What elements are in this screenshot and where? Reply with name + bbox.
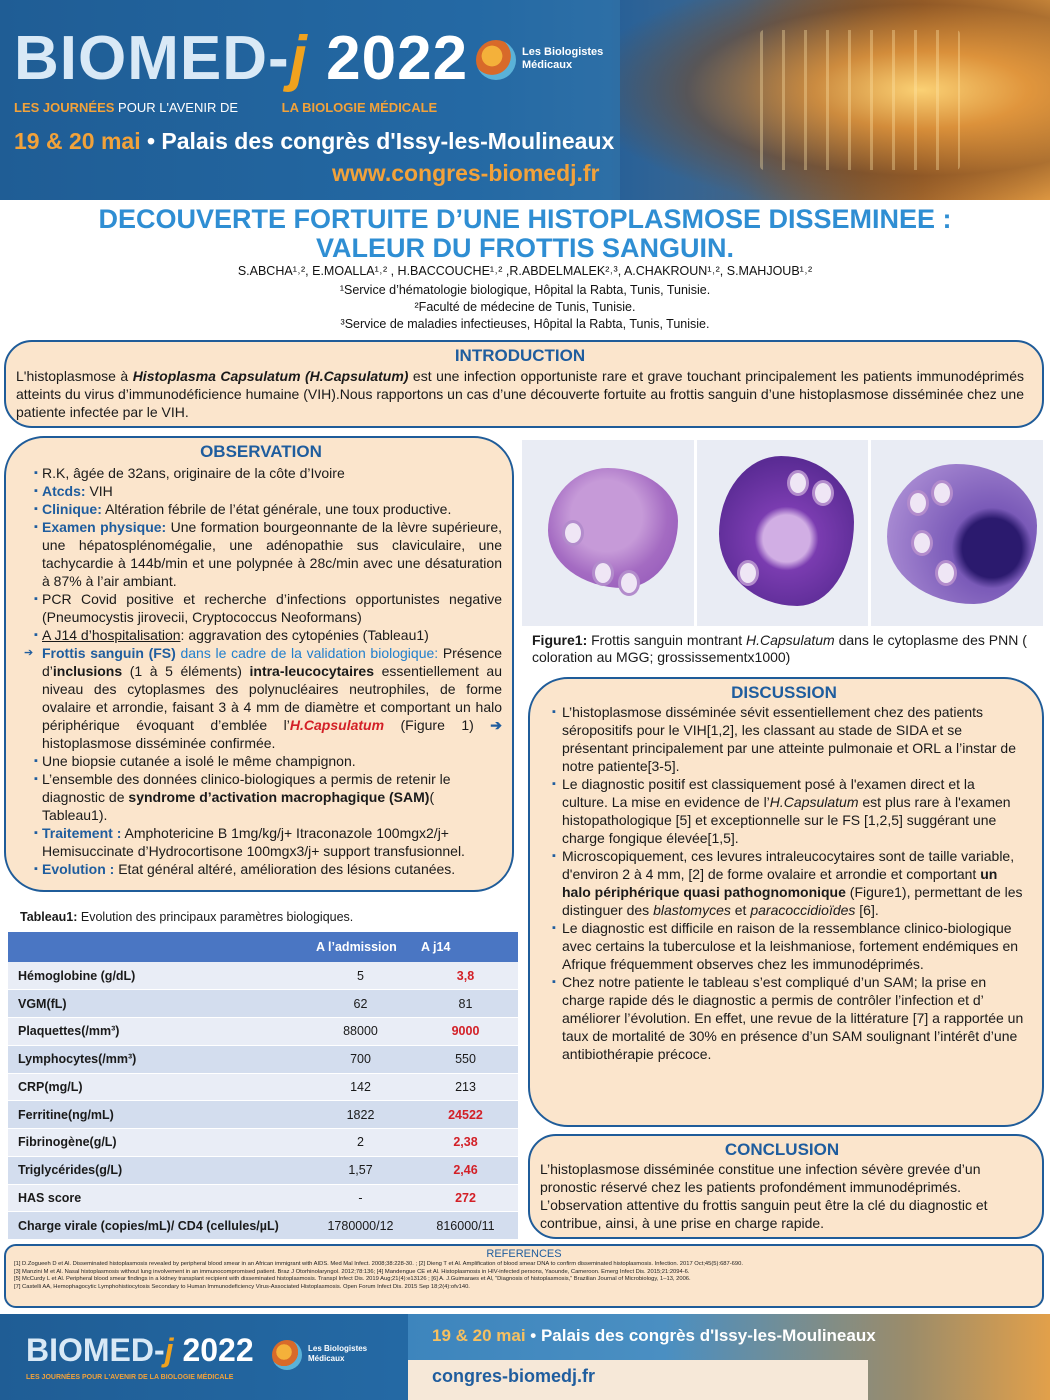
reference-item: [5] McCurdy L et Al. Peripheral blood smear findings in a kidney transplant recipient with disseminated histoplasmosis. Transpl Infect Dis. 2019 Aug;21(4):e13126 ; [6] A. J.Guimaraes et Al, “Diagnosis of histoplasmosis,” Brazilian Journal of Microbiology, 1–13, 2006. [14,1276,691,1283]
figure-caption [532,632,1032,666]
conclusion-heading: CONCLUSION [724,1140,840,1159]
text-run: ( Tableau1). [42,789,435,823]
micrograph-3 [871,440,1043,626]
column-header-j14: A j14 [413,932,518,962]
cell-admission: 1822 [308,1101,413,1129]
cell-parameter: Ferritine(ng/mL) [8,1101,308,1129]
observation-section [4,436,514,892]
footer-biomedj-logo [26,1332,254,1369]
arrow-right-icon: ➔ [490,717,502,733]
cell-parameter: Charge virale (copies/mL)/ CD4 (cellules/µL) [8,1212,308,1240]
text-run: dans le cadre de la validation biologique: [175,645,439,661]
infected-neutrophil [719,456,854,606]
bullet-icon: ▪ [552,706,556,718]
cell-admission: 700 [308,1045,413,1073]
footer-partner-logo [272,1338,392,1372]
cell-parameter: Lymphocytes(/mm³) [8,1045,308,1073]
micrograph-1 [522,440,694,626]
logo-year: 2022 [326,24,469,93]
footer-tagline: LES JOURNÉES POUR L'AVENIR DE LA BIOLOGIE MÉDICALE [26,1374,234,1381]
text-run: Chez notre patiente le tableau s’est compliqué d’un SAM; la prise en charge rapide dés le diagnostic a permis de contrôler l’infection et d’ améliorer l’évolution. En effet, une revue de la littérature [7] a rapportée un taux de mortalité de 30% en présence d’un SAM soulignant l’intérêt d’une antibiothérapie précoce. [562,974,1024,1062]
micrograph-2 [697,440,869,626]
footer-dates [432,1326,876,1346]
caption-label: Figure1: [532,632,588,648]
list-item [544,919,1024,973]
venue-text: • Palais des congrès d'Issy-les-Moulineaux [140,128,615,154]
text-run: PCR Covid positive et recherche d’infections opportunistes negative (Pneumocystis jirovecii, Cryptococcus Neoformans) [42,591,502,625]
dates-text: 19 & 20 mai [432,1326,526,1345]
bullet-icon: ▪ [552,850,556,862]
yeast-inclusion [787,470,809,496]
text-run: dans le cytoplasme des PNN ( coloration au MGG; grossissementx1000) [532,632,1027,665]
introduction-heading: INTRODUCTION [454,346,586,365]
cell-parameter: Plaquettes(/mm³) [8,1018,308,1046]
yeast-inclusion [592,560,614,586]
logo-slash: j [164,1332,174,1368]
footer-banner [0,1314,1050,1400]
observation-heading: OBSERVATION [200,442,322,461]
bullet-icon: ▪ [34,485,38,497]
poster-title-line2: VALEUR DU FROTTIS SANGUIN. [316,233,734,263]
text-run: H.Capsulatum [769,794,859,810]
item-label: Clinique: [42,501,102,517]
text-run: un halo périphérique quasi pathognomonique [562,866,998,900]
bullet-icon: ▪ [34,521,38,533]
list-item [20,860,502,878]
caption-label: Tableau1: [20,910,78,924]
observation-list [20,464,502,878]
header-website-link[interactable]: www.congres-biomedj.fr [332,160,600,186]
list-item [544,775,1024,847]
cell-admission: 5 [308,962,413,990]
text-run: L'histoplasmose à [16,368,133,384]
discussion-list [544,703,1024,1063]
cell-admission: 142 [308,1073,413,1101]
table-row [8,1129,518,1157]
text-run: Altération fébrile de l’état générale, une toux productive. [101,501,452,517]
cell-j14: 9000 [413,1018,518,1046]
text-run: L’ensemble des données clinico-biologiques a permis de retenir le diagnostic de [42,771,451,805]
bullet-icon: ▪ [552,976,556,988]
item-label: Traitement : [42,825,122,841]
text-run: Une formation bourgeonnante de la lèvre supérieure, une hépatosplénomégalie, une adénopathie sus claviculaire, une tachycardie à 144b/min et une polypnée à 28c/min avec une désaturation à 87% à l’air ambiant. [42,519,502,589]
yeast-inclusion [812,480,834,506]
cell-admission: 1780000/12 [308,1212,413,1240]
figure-micrographs [522,440,1043,626]
bullet-icon: ▪ [552,922,556,934]
text-run: Le diagnostic est difficile en raison de la ressemblance clinico-biologique avec certains la tuberculose et la leishmaniose, fortement endémiques en Afrique fréquemment observes chez les immunodéprimés. [562,920,1019,972]
text-run: syndrome d’activation macrophagique (SAM) [128,789,430,805]
text-run: Evolution des principaux paramètres biologiques. [77,910,354,924]
tagline-part: LA BIOLOGIE MÉDICALE [281,100,438,115]
references-section [4,1244,1044,1308]
cell-j14: 81 [413,990,518,1018]
table-row [8,1101,518,1129]
cell-parameter: VGM(fL) [8,990,308,1018]
partner-logo-icon [476,40,516,80]
bullet-icon: ▪ [34,827,38,839]
list-item [20,482,502,500]
reference-item: [3] Manzini M et Al. Nasal histoplasmosis without lung involvement in an immunocompromised patient. Braz J Otorhinolaryngol. 2012;78:136; [4] Mandengue CE et Al. Histoplasmosis in HIV-infected persons, Yaounde, Cameroon. Emerg Infect Dis. 2015;21:2094-6. [14,1268,690,1275]
text-run: A J14 d’hospitalisation [42,627,181,643]
table-row [8,1073,518,1101]
list-item [20,770,502,824]
partner-name: Les Biologistes Médicaux [308,1344,368,1363]
item-label: Evolution : [42,861,115,877]
cell-admission: 88000 [308,1018,413,1046]
infected-neutrophil [887,464,1037,604]
bullet-icon: ▪ [34,503,38,515]
list-item [20,464,502,482]
text-run: et [730,902,751,918]
item-label: Atcds: [42,483,86,499]
text-run: intra-leucocytaires [249,663,374,679]
table-row [8,1018,518,1046]
cell-j14: 24522 [413,1101,518,1129]
header-tagline [14,100,437,115]
cell-parameter: CRP(mg/L) [8,1073,308,1101]
table-caption [20,910,353,924]
table-row [8,1045,518,1073]
bullet-icon: ▪ [34,593,38,605]
dates-text: 19 & 20 mai [14,128,141,154]
footer-website-link[interactable]: congres-biomedj.fr [432,1366,596,1386]
cell-admission: - [308,1184,413,1212]
list-item [20,518,502,590]
text-run: Présence d’ [42,645,502,679]
tagline-part: POUR L'AVENIR DE [118,100,239,115]
cell-j14: 2,38 [413,1129,518,1157]
authors: S.ABCHA¹˒², E.MOALLA¹˒² , H.BACCOUCHE¹˒² ,R.ABDELMALEK²˒³, A.CHAKROUN¹˒², S.MAHJOUB¹˒² [237,264,813,278]
poster-title-line1: DECOUVERTE FORTUITE D’UNE HISTOPLASMOSE DISSEMINEE : [98,204,952,234]
cell-j14: 816000/11 [413,1212,518,1240]
text-run: est une infection opportuniste rare et grave touchant principalement les patients immunodéprimés atteints du virus d’immunodéficience humaine (VIH).Nous rapportons un cas d’une découverte fortuite au frottis sanguin d’une histoplasmose disséminée chez une patiente infectée par le VIH. [16,368,1024,420]
bullet-icon: ▪ [552,778,556,790]
introduction-section [4,340,1044,428]
list-item [544,973,1024,1063]
reference-item: [1] D.Zogueeh D et Al. Disseminated histoplasmosis revealed by peripheral blood smear in an African immigrant with AIDS. Med Mal Infect. 2008;38:228-30. ; [2] Dieng T et Al. Amplification of blood smear DNA to confirm disseminated histoplasmosis. Infection. 2017 Oct;45(5):687-690. [14,1261,743,1267]
cell-admission: 1,57 [308,1156,413,1184]
biology-table [8,932,518,1240]
text-run: Amphotericine B 1mg/kg/j+ Itraconazole 100mgx2/j+ Hemisuccinate d’Hydrocortisone 100mgx3/j+ support transfusionnel. [42,825,465,859]
text-run: L’histoplasmose disséminée sévit essentiellement chez des patients séropositifs pour le VIH[1,2], les classant au stade de SIDA et se présentant principalement par une atteinte pulmonaie et ORL a l’instar de notre patiente[3-5]. [562,704,1016,774]
table-row [8,962,518,990]
text-run: Une biopsie cutanée a isolé le même champignon. [42,753,356,769]
cell-parameter: Fibrinogène(g/L) [8,1129,308,1157]
text-run: R.K, âgée de 32ans, originaire de la côte d’Ivoire [42,465,345,481]
bullet-icon: ▪ [34,467,38,479]
partner-name: Les Biologistes Médicaux [522,46,604,71]
table-row [8,1156,518,1184]
reference-item: [7] Castelli AA, Hemophagocytic Lymphohistiocytosis Secondary to Human Immunodeficiency Virus-Associated Histoplasmosis. Open Forum Infect Dis. 2015 Sep 18;2(4):ofv140. [14,1283,470,1290]
bullet-icon: ▪ [34,773,38,785]
text-run: Le diagnostic positif est classiquement posé à l'examen direct et la culture. La mise en evidence de l’ [562,776,975,810]
text-run: H.Capsulatum [745,632,835,648]
text-run: Microscopiquement, ces levures intraleucocytaires sont de taille variable, d'environ 2 à 4 mm, [2] de forme ovalaire et arrondie et comportant [562,848,1015,882]
column-header-parameter [8,932,308,962]
references-heading: REFERENCES [486,1248,562,1260]
text-run: inclusions [52,663,123,679]
list-item [20,824,502,860]
partner-logo [476,38,626,84]
header-dates [14,128,614,155]
affiliation-1: ¹Service d’hématologie biologique, Hôpital la Rabta, Tunis, Tunisie. [339,283,711,297]
header-photo [620,0,1050,200]
logo-slash: j [289,24,308,93]
text-run: (Figure 1) [384,717,491,733]
list-item [20,752,502,770]
text-run: [6]. [855,902,879,918]
text-run: Frottis sanguin montrant [587,632,746,648]
text-run: Histoplasma Capsulatum (H.Capsulatum) [132,368,409,384]
text-run: essentiellement au niveau des cytoplasmes des polynucléaires neutrophiles, de forme ovalaire et arrondie, faisant 3 à 4 mm de diamètre et comportant un halo périphérique évoquant d’emblée l’ [42,663,502,733]
list-item [544,703,1024,775]
yeast-inclusion [737,560,759,586]
bullet-icon: ▪ [34,629,38,641]
list-item [544,847,1024,919]
table-row [8,1184,518,1212]
text-run: blastomyces [653,902,731,918]
list-item [20,626,502,644]
text-run: : aggravation des cytopénies (Tableau1) [180,627,429,643]
table-row [8,1212,518,1240]
cell-j14: 272 [413,1184,518,1212]
biomedj-logo [14,24,469,93]
table-header-row [8,932,518,962]
discussion-heading: DISCUSSION [731,683,837,702]
header-banner [0,0,1050,200]
column-header-admission: A l’admission [308,932,413,962]
table-body [8,962,518,1240]
text-run: paracoccidioïdes [750,902,856,918]
text-run: H.Capsulatum [289,717,385,733]
text-run: Etat général altéré, amélioration des lésions cutanées. [114,861,456,877]
affiliation-2: ²Faculté de médecine de Tunis, Tunisie. [414,300,636,314]
text-run: (1 à 5 éléments) [122,663,250,679]
cell-j14: 2,46 [413,1156,518,1184]
item-label: Frottis sanguin (FS) [42,645,176,661]
cell-j14: 3,8 [413,962,518,990]
tagline-part: LES JOURNÉES [14,100,115,115]
cell-j14: 213 [413,1073,518,1101]
text-run: est plus rare à l'examen histopathologique [5] et exceptionnelle sur le FS [1,2,5] suggérant une charge fongique élevée[1,5]. [562,794,1011,846]
conclusion-section [528,1134,1044,1239]
cell-parameter: Triglycérides(g/L) [8,1156,308,1184]
item-label: Examen physique: [42,519,167,535]
cell-admission: 2 [308,1129,413,1157]
list-item [20,644,502,752]
cell-parameter: HAS score [8,1184,308,1212]
text-run: (Figure1), permettant de les distinguer des [562,884,1023,918]
cell-admission: 62 [308,990,413,1018]
affiliation-3: ³Service de maladies infectieuses, Hôpital la Rabta, Tunis, Tunisie. [340,317,710,331]
cell-parameter: Hémoglobine (g/dL) [8,962,308,990]
bullet-icon: ▪ [34,755,38,767]
partner-logo-icon [272,1340,302,1370]
yeast-inclusion [562,520,584,546]
list-item [20,590,502,626]
logo-year: 2022 [182,1332,254,1368]
arrow-right-icon: ➔ [24,647,34,659]
text-run: VIH [85,483,113,499]
yeast-inclusion [618,570,640,596]
venue-text: • Palais des congrès d'Issy-les-Moulineaux [525,1326,876,1345]
conclusion-text: L’histoplasmose disséminée constitue une infection sévère grevée d’un pronostic réservé chez les patients profondément immunodéprimés. L’observation attentive du frottis sanguin peut être la clé du diagnostic et contribue, ainsi, à une prise en charge rapide. [540,1161,988,1231]
logo-text: BIOMED- [26,1332,165,1368]
logo-text: BIOMED- [14,24,290,93]
bullet-icon: ▪ [34,863,38,875]
discussion-section [528,677,1044,1127]
list-item [20,500,502,518]
text-run: histoplasmose disséminée confirmée. [42,735,276,751]
cell-j14: 550 [413,1045,518,1073]
table-row [8,990,518,1018]
introduction-text [16,367,1024,421]
